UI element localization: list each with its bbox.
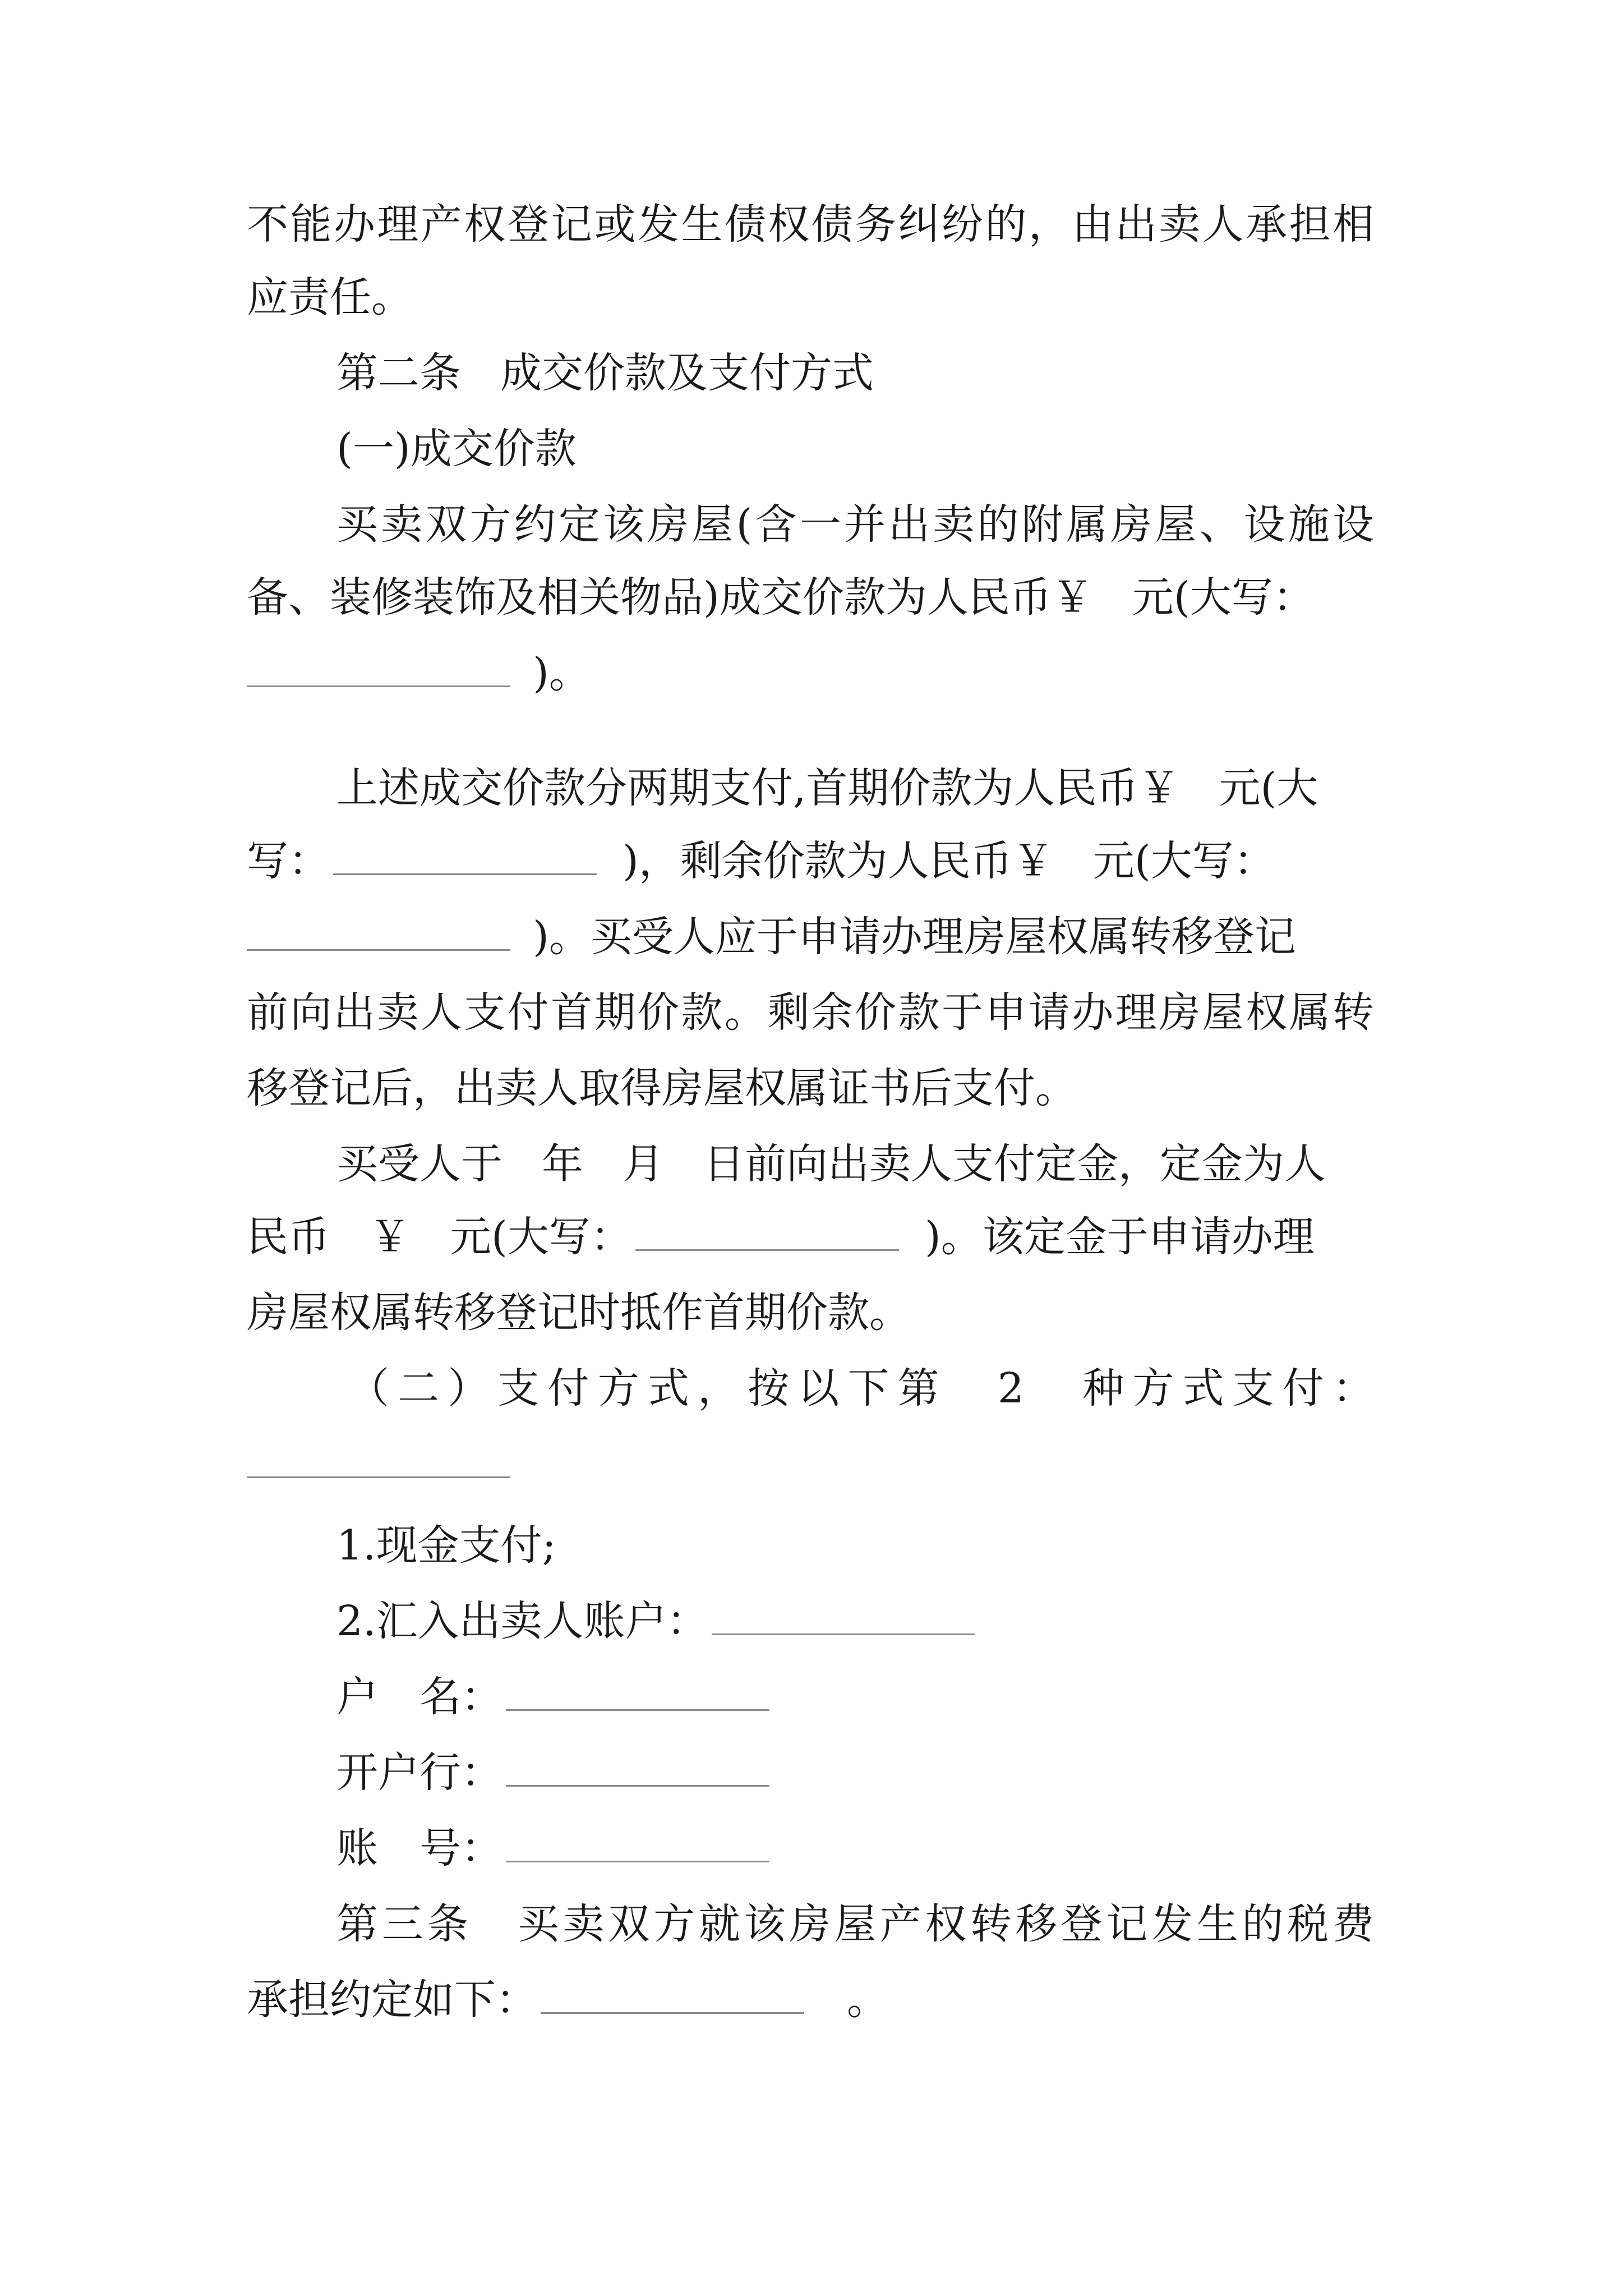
text-span: 写： — [247, 837, 330, 885]
text-span: 日前向出卖人支付定金，定金为人 — [703, 1140, 1326, 1188]
text-span: 民币 — [247, 1213, 330, 1261]
text-span: )。 — [533, 649, 591, 697]
text-line: 不能办理产权登记或发生债权债务纠纷的，由出卖人承担相 — [247, 200, 1374, 249]
text-line — [247, 567, 1374, 628]
text-line: 房屋权属转移登记时抵作首期价款。 — [247, 1289, 911, 1337]
text-line — [336, 757, 1374, 819]
text-line: 移登记后，出卖人取得房屋权属证书后支付。 — [247, 1064, 1077, 1112]
account-name-row — [336, 1666, 1374, 1728]
blank-payment-method[interactable] — [247, 1437, 510, 1478]
text-span: 承担约定如下： — [247, 1976, 537, 2024]
text-line — [336, 1133, 1374, 1195]
blank-remaining-words[interactable] — [247, 910, 510, 951]
article-number: 第二条 — [336, 349, 461, 397]
blank-tax-arrangement[interactable] — [541, 1973, 804, 2014]
subsection-heading: （二）支付方式，按以下第 2 种方式支付： — [348, 1364, 1374, 1412]
text-line: 前向出卖人支付首期价款。剩余价款于申请办理房屋权属转 — [247, 988, 1374, 1037]
text-line: 应责任。 — [247, 273, 413, 321]
blank-amount-words[interactable] — [247, 646, 510, 687]
blank-bank[interactable] — [506, 1746, 769, 1787]
text-span: 元(大写： — [1132, 573, 1315, 622]
text-line — [247, 830, 1374, 892]
blank-account-name[interactable] — [506, 1670, 769, 1711]
blank-first-payment-words[interactable] — [333, 834, 597, 875]
subsection-heading: (一)成交价款 — [336, 425, 577, 473]
account-bank-row — [336, 1742, 1374, 1803]
text-span: ￥ — [369, 1213, 411, 1261]
blank-seller-account[interactable] — [712, 1594, 975, 1635]
account-number-row — [336, 1818, 1374, 1879]
blank-account-number[interactable] — [506, 1821, 769, 1862]
text-span: 户 名： — [336, 1673, 502, 1721]
text-span: 元(大写： — [1092, 837, 1275, 885]
text-span: 月 — [623, 1140, 664, 1188]
text-line: 买卖双方约定该房屋(含一并出卖的附属房屋、设施设 — [336, 500, 1374, 549]
text-line — [247, 906, 1374, 968]
text-line — [247, 1433, 1374, 1495]
text-span: 。 — [847, 1976, 888, 2024]
text-span: 备、装修装饰及相关物品)成交价款为人民币￥ — [247, 573, 1093, 622]
text-line — [247, 642, 1374, 704]
text-line — [247, 1969, 1374, 2031]
text-span: )。该定金于申请办理 — [924, 1213, 1315, 1261]
article-title: 成交价款及支付方式 — [500, 349, 874, 397]
text-span: 买受人于 — [336, 1140, 502, 1188]
text-span: 开户行： — [336, 1749, 502, 1797]
text-span: )。买受人应于申请办理房屋权属转移登记 — [533, 913, 1296, 961]
blank-deposit-words[interactable] — [635, 1210, 899, 1251]
text-span: 元(大 — [1219, 764, 1318, 812]
text-span: )，剩余价款为人民币￥ — [623, 837, 1054, 885]
text-span: 账 号： — [336, 1824, 502, 1872]
article-3-heading: 第三条 买卖双方就该房屋产权转移登记发生的税费 — [336, 1900, 1374, 1948]
text-span: 上述成交价款分两期支付,首期价款为人民币￥ — [336, 764, 1180, 812]
text-span: 年 — [542, 1140, 583, 1188]
payment-option — [336, 1590, 1374, 1652]
text-line — [247, 1206, 1374, 1268]
text-span: 2.汇入出卖人账户： — [336, 1597, 708, 1645]
payment-option: 1.现金支付; — [336, 1521, 556, 1570]
article-2-heading — [336, 342, 1374, 404]
text-span: 元(大写： — [450, 1213, 632, 1261]
